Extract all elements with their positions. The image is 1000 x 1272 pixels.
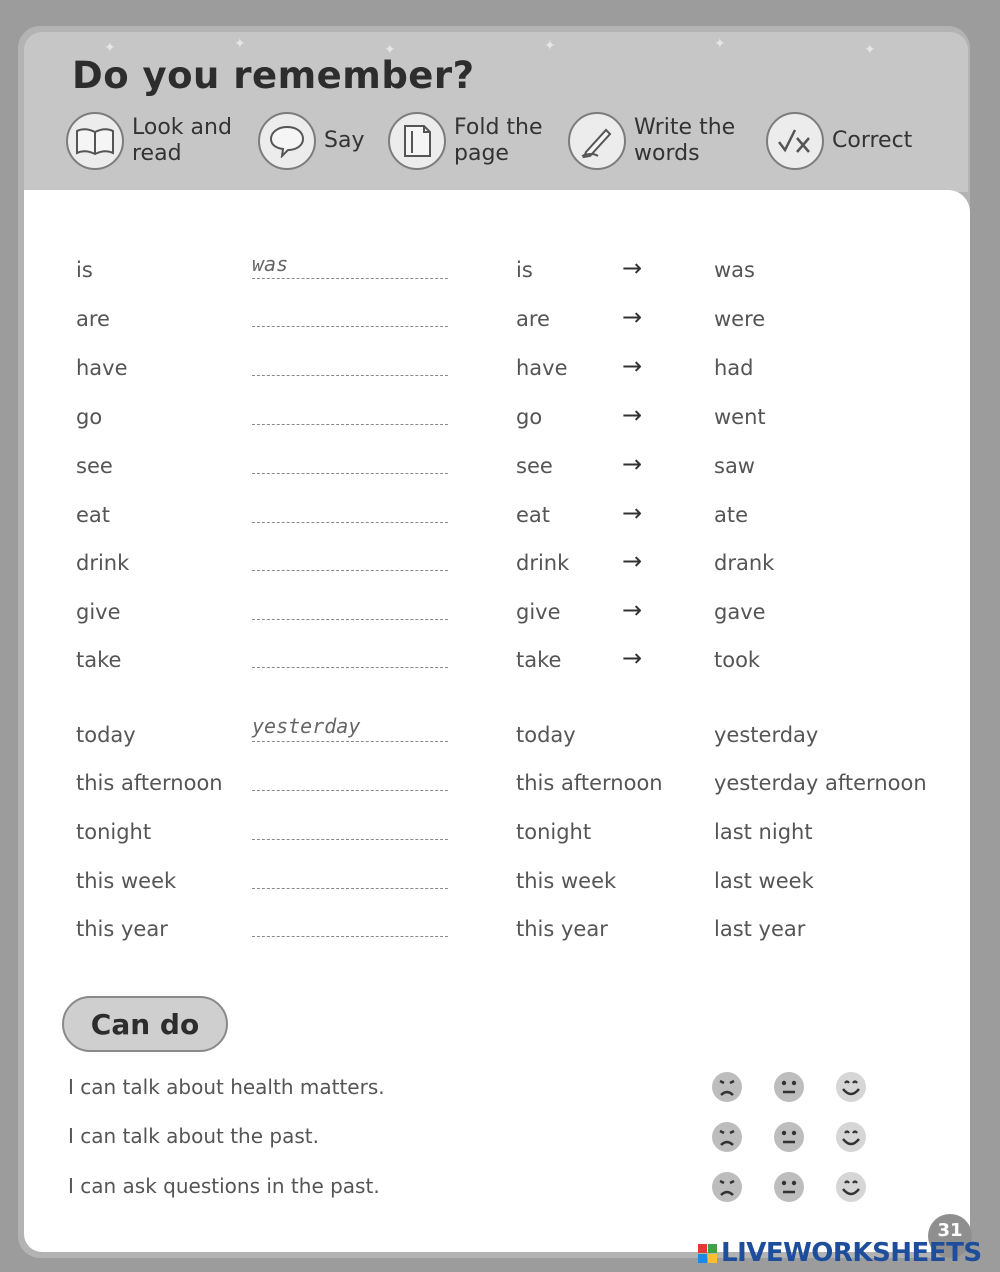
present-word: see: [76, 454, 113, 478]
answer-line[interactable]: [252, 473, 448, 474]
key-present: are: [516, 307, 550, 331]
present-word: this year: [76, 917, 168, 941]
sad-face-icon[interactable]: [710, 1170, 744, 1204]
answer-line[interactable]: [252, 667, 448, 668]
step-look-and-read: [66, 112, 250, 170]
liveworksheets-brand[interactable]: [698, 1238, 982, 1268]
speech-bubble-icon: [258, 112, 316, 170]
key-present: take: [516, 648, 562, 672]
neutral-face-icon[interactable]: [772, 1120, 806, 1154]
sad-face-icon[interactable]: [710, 1120, 744, 1154]
present-word: go: [76, 405, 103, 429]
present-word: take: [76, 648, 122, 672]
key-present: this week: [516, 869, 617, 893]
present-word: this afternoon: [76, 771, 223, 795]
key-past: were: [714, 307, 766, 331]
key-present: is: [516, 258, 533, 282]
key-present: this year: [516, 917, 608, 941]
present-word: eat: [76, 503, 111, 527]
key-present: see: [516, 454, 553, 478]
key-past: gave: [714, 600, 766, 624]
key-past: drank: [714, 551, 775, 575]
written-answer: was: [252, 252, 289, 276]
key-past: took: [714, 648, 761, 672]
arrow-icon: →: [622, 352, 643, 380]
answer-line[interactable]: [252, 570, 448, 571]
happy-face-icon[interactable]: [834, 1170, 868, 1204]
key-present: eat: [516, 503, 551, 527]
brand-text: LIVEWORKSHEETS: [721, 1238, 982, 1268]
key-past: yesterday afternoon: [714, 771, 927, 795]
arrow-icon: →: [622, 401, 643, 429]
arrow-icon: →: [622, 596, 643, 624]
present-word: drink: [76, 551, 130, 575]
key-present: today: [516, 723, 576, 747]
happy-face-icon[interactable]: [834, 1070, 868, 1104]
answer-line[interactable]: [252, 278, 448, 279]
sad-face-icon[interactable]: [710, 1070, 744, 1104]
header-band: ✦ ✦ ✦ ✦ ✦ ✦: [24, 32, 968, 192]
step-write-the-words: [568, 112, 752, 170]
answer-line[interactable]: [252, 375, 448, 376]
present-word: have: [76, 356, 128, 380]
key-past: last year: [714, 917, 806, 941]
liveworksheets-logo-icon: [698, 1244, 717, 1263]
answer-line[interactable]: [252, 839, 448, 840]
step-fold-the-page: [388, 112, 572, 170]
present-word: tonight: [76, 820, 152, 844]
answer-line[interactable]: [252, 522, 448, 523]
step-label: Look and read: [132, 115, 232, 166]
answer-line[interactable]: [252, 741, 448, 742]
present-word: this week: [76, 869, 177, 893]
key-past: ate: [714, 503, 749, 527]
answer-line[interactable]: [252, 790, 448, 791]
can-do-statement: I can talk about the past.: [68, 1124, 319, 1148]
pen-icon: [568, 112, 626, 170]
neutral-face-icon[interactable]: [772, 1070, 806, 1104]
key-past: had: [714, 356, 754, 380]
happy-face-icon[interactable]: [834, 1120, 868, 1154]
arrow-icon: →: [622, 499, 643, 527]
can-do-statement: I can talk about health matters.: [68, 1075, 385, 1099]
key-past: last week: [714, 869, 814, 893]
present-word: give: [76, 600, 121, 624]
arrow-icon: →: [622, 303, 643, 331]
step-label: Fold the page: [454, 115, 543, 166]
can-do-heading: Can do: [62, 996, 228, 1052]
answer-line[interactable]: [252, 936, 448, 937]
key-past: last night: [714, 820, 813, 844]
key-present: give: [516, 600, 561, 624]
can-do-statement: I can ask questions in the past.: [68, 1174, 380, 1198]
answer-line[interactable]: [252, 619, 448, 620]
answer-line[interactable]: [252, 326, 448, 327]
step-say: [258, 112, 384, 170]
page-title: Do you remember?: [72, 54, 475, 97]
key-past: was: [714, 258, 755, 282]
arrow-icon: →: [622, 644, 643, 672]
step-label: Write the words: [634, 115, 736, 166]
folded-page-icon: [388, 112, 446, 170]
key-past: went: [714, 405, 766, 429]
page-number: 31: [928, 1214, 972, 1258]
step-correct: [766, 112, 950, 170]
present-word: today: [76, 723, 136, 747]
arrow-icon: →: [622, 547, 643, 575]
answer-line[interactable]: [252, 424, 448, 425]
neutral-face-icon[interactable]: [772, 1170, 806, 1204]
step-label: Say: [324, 128, 365, 153]
step-label: Correct: [832, 128, 913, 153]
check-cross-icon: [766, 112, 824, 170]
key-present: this afternoon: [516, 771, 663, 795]
present-word: is: [76, 258, 93, 282]
key-past: saw: [714, 454, 755, 478]
arrow-icon: →: [622, 254, 643, 282]
key-present: have: [516, 356, 568, 380]
book-icon: [66, 112, 124, 170]
present-word: are: [76, 307, 110, 331]
written-answer: yesterday: [252, 714, 361, 738]
arrow-icon: →: [622, 450, 643, 478]
key-present: tonight: [516, 820, 592, 844]
answer-line[interactable]: [252, 888, 448, 889]
key-past: yesterday: [714, 723, 819, 747]
key-present: go: [516, 405, 543, 429]
key-present: drink: [516, 551, 570, 575]
